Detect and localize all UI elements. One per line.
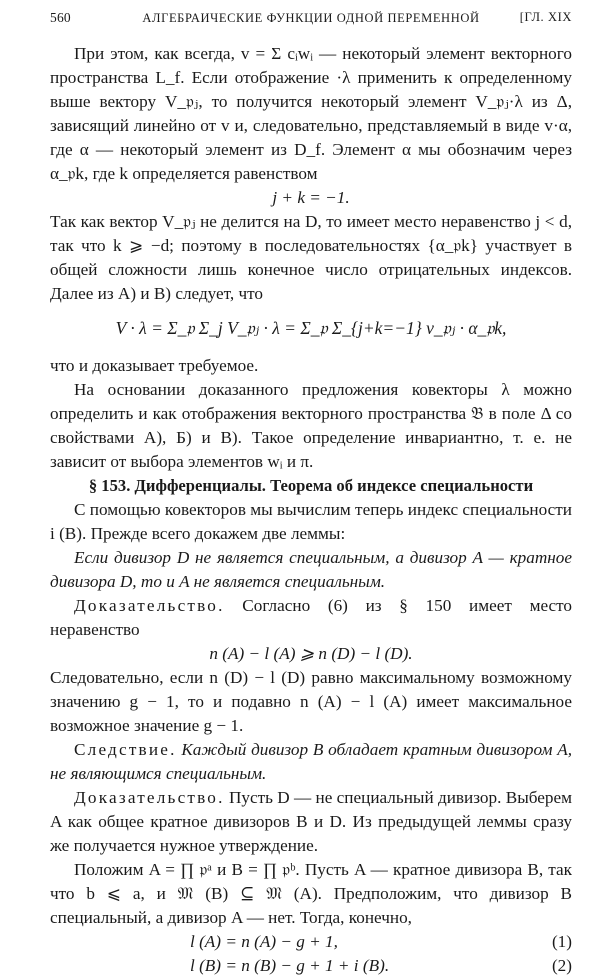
corollary-text: Каждый дивизор B обладает кратным дивизором A, не являющимся специальным.: [50, 740, 573, 783]
paragraph: При этом, как всегда, v = Σ cᵢwᵢ — некоторый элемент векторного пространства L_f. Если отображение ·λ применить к определенному выше вектору V_𝔭ⱼ, то получится некоторый элемент V_𝔭ⱼ·λ из Δ, зависящий линейно от v и, следовательно, представляемый в виде v·α, где α — некоторый элемент из D_f. Элемент α мы обозначим через α_𝔭k, где k определяется равенством: [50, 44, 572, 183]
paragraph: [50, 786, 572, 858]
display-equation: n (A) − l (A) ⩾ n (D) − l (D).: [209, 644, 413, 663]
equation-text: l (B) = n (B) − g + 1 + i (B).: [190, 956, 390, 975]
equation-number: (2): [551, 956, 572, 975]
section-heading: § 153. Дифференциалы. Теорема об индексе специальности: [88, 476, 534, 495]
proof-label: Доказательство.: [74, 596, 225, 615]
numbered-equation: [50, 930, 572, 954]
display-equation: j + k = −1.: [272, 188, 350, 207]
paragraph: Так как вектор V_𝔭ⱼ не делится на D, то имеет место неравенство j < d, так что k ⩾ −d; поэтому в последовательностях {α_𝔭k} участвует в общей сложности лишь конечное число отрицательных индексов. Далее из A) и B) следует, что: [50, 212, 572, 303]
paragraph: С помощью ковекторов мы вычислим теперь индекс специальности i (B). Прежде всего докажем две леммы:: [50, 500, 572, 543]
proof-text: Согласно (6) из § 150 имеет место неравенство: [50, 596, 573, 639]
display-equation: V · λ = Σ_𝔭 Σ_j V_𝔭ⱼ · λ = Σ_𝔭 Σ_{j+k=−1} v_𝔭ⱼ · α_𝔭k,: [115, 318, 507, 338]
chapter-label: [ГЛ. XIX: [519, 10, 572, 24]
page-body: [50, 42, 572, 978]
equation-number: (1): [551, 932, 572, 951]
equation-text: l (A) = n (A) − g + 1,: [190, 932, 338, 951]
numbered-equation: [50, 954, 572, 978]
proof-label: Доказательство.: [74, 788, 225, 807]
paragraph: Следовательно, если n (D) − l (D) равно максимальному возможному значению g − 1, то и подавно n (A) − l (A) имеет максимальное возможное значение g − 1.: [50, 668, 572, 735]
proof-text: Пусть D — не специальный дивизор. Выберем A как общее кратное дивизоров B и D. Из предыдущей леммы сразу же получается нужное утверждение.: [50, 788, 573, 855]
paragraph: Положим A = ∏ 𝔭ᵃ и B = ∏ 𝔭ᵇ. Пусть A — кратное дивизора B, так что b ⩽ a, и 𝔐 (B) ⊆ 𝔐 (A). Предположим, что дивизор B специальный, а дивизор A — нет. Тогда, конечно,: [50, 860, 572, 927]
running-title: АЛГЕБРАИЧЕСКИЕ ФУНКЦИИ ОДНОЙ ПЕРЕМЕННОЙ: [142, 11, 480, 25]
paragraph: На основании доказанного предложения ковекторы λ можно определить и как отображения векторного пространства 𝔅 в поле Δ со свойствами А), Б) и В). Такое определение инвариантно, т. е. не зависит от выбора элементов wᵢ и π.: [50, 380, 572, 471]
paragraph: что и доказывает требуемое.: [50, 356, 259, 375]
paragraph: [50, 738, 572, 786]
running-header: [50, 10, 572, 32]
lemma-statement: Если дивизор D не является специальным, а дивизор A — кратное дивизора D, то и A не является специальным.: [50, 548, 572, 591]
book-page: [50, 10, 573, 975]
paragraph: [50, 594, 572, 642]
corollary-label: Следствие.: [74, 740, 177, 759]
page-number: 560: [50, 10, 71, 25]
